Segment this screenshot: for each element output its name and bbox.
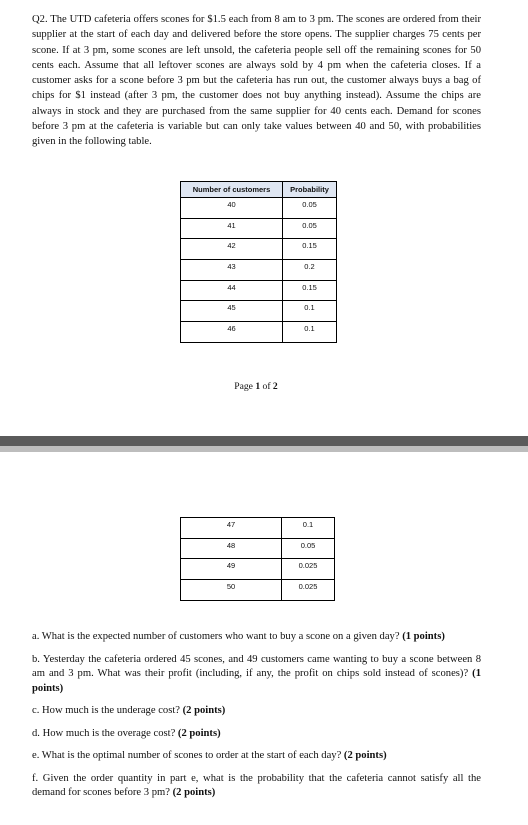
table-row [181, 198, 337, 219]
table-row [181, 301, 337, 322]
part-e [32, 749, 481, 764]
part-points: (2 points) [182, 705, 226, 716]
probability-cell: 0.1 [282, 518, 335, 539]
table-header-row [181, 182, 337, 198]
customers-cell: 47 [181, 518, 282, 539]
page-total: 2 [272, 381, 278, 392]
probability-cell: 0.15 [283, 280, 337, 301]
table-row [181, 260, 337, 281]
probability-cell: 0.2 [283, 260, 337, 281]
part-b [32, 653, 481, 697]
probability-cell: 0.05 [283, 198, 337, 219]
part-a [32, 630, 481, 645]
probability-cell: 0.1 [283, 301, 337, 322]
page-break-bar [0, 436, 528, 446]
probability-cell: 0.025 [282, 580, 335, 601]
customers-cell: 48 [181, 538, 282, 559]
customers-cell: 42 [181, 239, 283, 260]
table-row [181, 538, 335, 559]
table-row [181, 580, 335, 601]
customers-cell: 44 [181, 280, 283, 301]
part-points: (2 points) [177, 727, 221, 739]
part-d [32, 727, 481, 742]
question-text: Q2. The UTD cafeteria offers scones for $1.5 each from 8 am to 3 pm. The scones are ordered from their supplier at the start of each day and delivered before the store opens. The supplier charges 75 cents per scone. If at 3 pm, some scones are left unsold, the cafeteria people sell off the remaining scones for 50 cents each. Assume that all leftover scones are always sold by 4 pm when the cafeteria closes. If a customer asks for a scone before 3 pm but the cafeteria has run out, the customer always buys a bag of chips for $1 instead (after 3 pm, the customer does not buy anything instead). Assume the chips are always in stock and they are purchased from the same supplier for 40 cents each. Demand for scones before 3 pm at the cafeteria is variable but can only take values between 40 and 50, with probabilities given in the following table. [32, 14, 481, 148]
part-points: (1 points) [402, 631, 445, 642]
probability-table-page2 [180, 517, 335, 601]
header-number-of-customers: Number of customers [181, 182, 283, 198]
page-prefix: Page [234, 381, 256, 392]
page-break-shadow [0, 446, 528, 452]
part-text: f. Given the order quantity in part e, what is the probability that the cafeteria cannot satisfy all the demand for scones before 3 pm? [32, 772, 481, 798]
table-row [181, 239, 337, 260]
customers-cell: 41 [181, 218, 283, 239]
part-points: (2 points) [343, 750, 387, 761]
table-row [181, 280, 337, 301]
page-current: 1 [255, 381, 261, 392]
part-text: c. How much is the underage cost? [32, 705, 183, 716]
table-row [181, 518, 335, 539]
part-f [32, 772, 481, 801]
probability-table-page1 [180, 181, 337, 343]
part-text: b. Yesterday the cafeteria ordered 45 scones, and 49 customers came wanting to buy a scone between 8 am and 3 pm. What was their profit (including, if any, the profit on chips sold instead of scones)? [32, 653, 481, 679]
customers-cell: 45 [181, 301, 283, 322]
customers-cell: 40 [181, 198, 283, 219]
header-probability: Probability [283, 182, 337, 198]
probability-cell: 0.15 [283, 239, 337, 260]
part-c [32, 704, 481, 719]
table-row [181, 322, 337, 343]
table-row [181, 218, 337, 239]
probability-cell: 0.1 [283, 322, 337, 343]
part-text: d. How much is the overage cost? [32, 727, 178, 739]
page-number [0, 381, 512, 392]
customers-cell: 46 [181, 322, 283, 343]
customers-cell: 43 [181, 260, 283, 281]
part-points: (2 points) [172, 787, 216, 798]
probability-cell: 0.05 [283, 218, 337, 239]
question-parts [32, 630, 481, 809]
table-row [181, 559, 335, 580]
part-text: e. What is the optimal number of scones to order at the start of each day? [32, 750, 344, 761]
customers-cell: 50 [181, 580, 282, 601]
probability-cell: 0.05 [282, 538, 335, 559]
part-points: (1 points) [32, 668, 481, 694]
page-middle: of [260, 381, 273, 392]
customers-cell: 49 [181, 559, 282, 580]
part-text: a. What is the expected number of customers who want to buy a scone on a given day? [32, 631, 403, 642]
probability-cell: 0.025 [282, 559, 335, 580]
